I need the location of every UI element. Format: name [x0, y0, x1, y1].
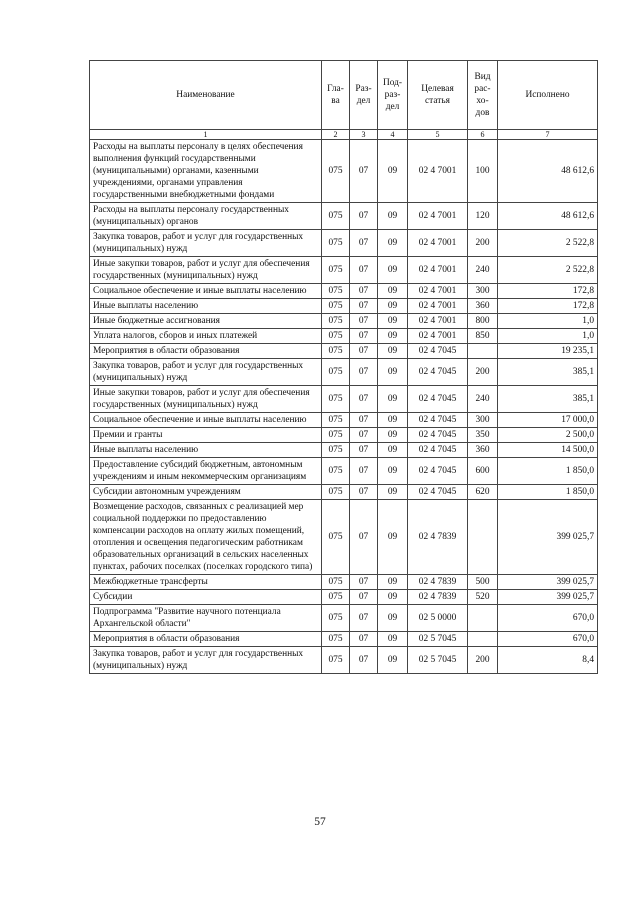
cell-glava: 075: [322, 230, 350, 257]
cell-vid: 300: [468, 284, 498, 299]
cell-razdel: 07: [350, 257, 378, 284]
cell-razdel: 07: [350, 575, 378, 590]
cell-statia: 02 4 7001: [408, 257, 468, 284]
cell-razdel: 07: [350, 314, 378, 329]
table-row: [90, 500, 598, 575]
cell-amount: 670,0: [498, 632, 598, 647]
cell-statia: 02 4 7045: [408, 413, 468, 428]
cell-razdel: 07: [350, 359, 378, 386]
cell-podrazdel: 09: [378, 485, 408, 500]
cell-name: Предоставление субсидий бюджетным, автономным учреждениям и иным некоммерческим организациям: [90, 458, 322, 485]
cell-name: Иные выплаты населению: [90, 443, 322, 458]
header-statia: Целевая статья: [408, 61, 468, 130]
cell-amount: 172,8: [498, 284, 598, 299]
table-row: [90, 443, 598, 458]
cell-razdel: 07: [350, 458, 378, 485]
header-ispolneno: Исполнено: [498, 61, 598, 130]
cell-name: Подпрограмма "Развитие научного потенциала Архангельской области": [90, 605, 322, 632]
column-number: 4: [378, 130, 408, 140]
cell-razdel: 07: [350, 140, 378, 203]
cell-podrazdel: 09: [378, 359, 408, 386]
cell-podrazdel: 09: [378, 284, 408, 299]
table-row: [90, 140, 598, 203]
cell-statia: 02 4 7001: [408, 140, 468, 203]
cell-razdel: 07: [350, 344, 378, 359]
cell-name: Возмещение расходов, связанных с реализацией мер социальной поддержки по предоставлению компенсации расходов на оплату жилых помещений, отопления и освещения педагогическим работникам образовательных организаций в сельских населенных пунктах, рабочих поселках (поселках городского типа): [90, 500, 322, 575]
table-row: [90, 359, 598, 386]
table-row: [90, 314, 598, 329]
table-row: [90, 575, 598, 590]
cell-amount: 399 025,7: [498, 500, 598, 575]
cell-statia: 02 5 7045: [408, 632, 468, 647]
table-row: [90, 647, 598, 674]
cell-statia: 02 5 0000: [408, 605, 468, 632]
cell-podrazdel: 09: [378, 386, 408, 413]
cell-podrazdel: 09: [378, 299, 408, 314]
table-row: [90, 344, 598, 359]
cell-statia: 02 5 7045: [408, 647, 468, 674]
cell-name: Мероприятия в области образования: [90, 632, 322, 647]
cell-glava: 075: [322, 632, 350, 647]
cell-vid: 500: [468, 575, 498, 590]
cell-glava: 075: [322, 329, 350, 344]
cell-podrazdel: 09: [378, 257, 408, 284]
cell-vid: [468, 500, 498, 575]
cell-amount: 1,0: [498, 329, 598, 344]
table-row: [90, 299, 598, 314]
cell-name: Иные выплаты населению: [90, 299, 322, 314]
cell-razdel: 07: [350, 485, 378, 500]
cell-name: Иные закупки товаров, работ и услуг для обеспечения государственных (муниципальных) нужд: [90, 257, 322, 284]
cell-podrazdel: 09: [378, 413, 408, 428]
cell-razdel: 07: [350, 605, 378, 632]
table-row: [90, 386, 598, 413]
cell-statia: 02 4 7001: [408, 284, 468, 299]
cell-razdel: 07: [350, 443, 378, 458]
cell-amount: 399 025,7: [498, 590, 598, 605]
cell-amount: 670,0: [498, 605, 598, 632]
cell-name: Расходы на выплаты персоналу государственных (муниципальных) органов: [90, 203, 322, 230]
cell-name: Премии и гранты: [90, 428, 322, 443]
cell-amount: 2 522,8: [498, 230, 598, 257]
cell-podrazdel: 09: [378, 647, 408, 674]
column-number: 5: [408, 130, 468, 140]
cell-name: Иные бюджетные ассигнования: [90, 314, 322, 329]
table-row: [90, 329, 598, 344]
cell-vid: 800: [468, 314, 498, 329]
cell-glava: 075: [322, 257, 350, 284]
cell-vid: 520: [468, 590, 498, 605]
cell-name: Социальное обеспечение и иные выплаты населению: [90, 284, 322, 299]
cell-name: Мероприятия в области образования: [90, 344, 322, 359]
cell-glava: 075: [322, 359, 350, 386]
page-number: 57: [314, 816, 326, 828]
cell-glava: 075: [322, 386, 350, 413]
cell-vid: 200: [468, 359, 498, 386]
cell-amount: 385,1: [498, 359, 598, 386]
table-row: [90, 605, 598, 632]
cell-glava: 075: [322, 443, 350, 458]
cell-vid: 240: [468, 386, 498, 413]
cell-glava: 075: [322, 284, 350, 299]
cell-podrazdel: 09: [378, 329, 408, 344]
cell-glava: 075: [322, 458, 350, 485]
cell-podrazdel: 09: [378, 203, 408, 230]
cell-amount: 8,4: [498, 647, 598, 674]
cell-amount: 1,0: [498, 314, 598, 329]
cell-podrazdel: 09: [378, 428, 408, 443]
cell-vid: 240: [468, 257, 498, 284]
table-row: [90, 485, 598, 500]
cell-statia: 02 4 7045: [408, 359, 468, 386]
cell-statia: 02 4 7001: [408, 230, 468, 257]
cell-vid: 120: [468, 203, 498, 230]
cell-statia: 02 4 7045: [408, 443, 468, 458]
cell-statia: 02 4 7839: [408, 575, 468, 590]
cell-razdel: 07: [350, 386, 378, 413]
cell-razdel: 07: [350, 203, 378, 230]
cell-razdel: 07: [350, 632, 378, 647]
table-row: [90, 428, 598, 443]
cell-vid: 360: [468, 443, 498, 458]
header-row: [90, 61, 598, 130]
cell-amount: 399 025,7: [498, 575, 598, 590]
cell-statia: 02 4 7001: [408, 299, 468, 314]
cell-name: Субсидии автономным учреждениям: [90, 485, 322, 500]
cell-glava: 075: [322, 575, 350, 590]
cell-amount: 48 612,6: [498, 203, 598, 230]
cell-name: Иные закупки товаров, работ и услуг для обеспечения государственных (муниципальных) нужд: [90, 386, 322, 413]
cell-vid: 600: [468, 458, 498, 485]
cell-podrazdel: 09: [378, 500, 408, 575]
cell-razdel: 07: [350, 500, 378, 575]
cell-name: Социальное обеспечение и иные выплаты населению: [90, 413, 322, 428]
cell-glava: 075: [322, 647, 350, 674]
cell-podrazdel: 09: [378, 632, 408, 647]
cell-podrazdel: 09: [378, 443, 408, 458]
cell-podrazdel: 09: [378, 590, 408, 605]
table-row: [90, 230, 598, 257]
cell-name: Расходы на выплаты персоналу в целях обеспечения выполнения функций государственными (муниципальными) органами, казенными учреждениями, органами управления государственными внебюджетными фондами: [90, 140, 322, 203]
cell-statia: 02 4 7045: [408, 428, 468, 443]
cell-vid: 200: [468, 230, 498, 257]
cell-vid: 850: [468, 329, 498, 344]
cell-podrazdel: 09: [378, 575, 408, 590]
header-name: Наименование: [90, 61, 322, 130]
cell-glava: 075: [322, 203, 350, 230]
table-body: [90, 140, 598, 674]
cell-vid: [468, 605, 498, 632]
cell-glava: 075: [322, 314, 350, 329]
column-number-row: [90, 130, 598, 140]
cell-statia: 02 4 7045: [408, 386, 468, 413]
cell-podrazdel: 09: [378, 314, 408, 329]
table-row: [90, 203, 598, 230]
cell-statia: 02 4 7001: [408, 203, 468, 230]
cell-razdel: 07: [350, 647, 378, 674]
cell-podrazdel: 09: [378, 230, 408, 257]
cell-razdel: 07: [350, 299, 378, 314]
column-number: 1: [90, 130, 322, 140]
cell-glava: 075: [322, 500, 350, 575]
header-vid: Вид рас- хо- дов: [468, 61, 498, 130]
cell-statia: 02 4 7001: [408, 329, 468, 344]
cell-statia: 02 4 7045: [408, 344, 468, 359]
table-row: [90, 284, 598, 299]
cell-vid: 100: [468, 140, 498, 203]
table-row: [90, 413, 598, 428]
column-number: 6: [468, 130, 498, 140]
cell-podrazdel: 09: [378, 458, 408, 485]
cell-razdel: 07: [350, 329, 378, 344]
cell-razdel: 07: [350, 590, 378, 605]
cell-vid: 200: [468, 647, 498, 674]
cell-amount: 385,1: [498, 386, 598, 413]
cell-amount: 48 612,6: [498, 140, 598, 203]
column-number: 3: [350, 130, 378, 140]
cell-amount: 1 850,0: [498, 485, 598, 500]
cell-razdel: 07: [350, 428, 378, 443]
cell-glava: 075: [322, 140, 350, 203]
cell-name: Межбюджетные трансферты: [90, 575, 322, 590]
cell-amount: 17 000,0: [498, 413, 598, 428]
cell-vid: 300: [468, 413, 498, 428]
cell-glava: 075: [322, 299, 350, 314]
cell-razdel: 07: [350, 230, 378, 257]
cell-glava: 075: [322, 590, 350, 605]
cell-name: Субсидии: [90, 590, 322, 605]
budget-table: [89, 60, 598, 674]
cell-statia: 02 4 7839: [408, 500, 468, 575]
cell-statia: 02 4 7045: [408, 485, 468, 500]
cell-glava: 075: [322, 428, 350, 443]
cell-podrazdel: 09: [378, 140, 408, 203]
cell-glava: 075: [322, 605, 350, 632]
cell-statia: 02 4 7045: [408, 458, 468, 485]
cell-amount: 2 500,0: [498, 428, 598, 443]
cell-vid: 350: [468, 428, 498, 443]
cell-statia: 02 4 7839: [408, 590, 468, 605]
cell-vid: [468, 632, 498, 647]
cell-amount: 2 522,8: [498, 257, 598, 284]
cell-glava: 075: [322, 344, 350, 359]
cell-glava: 075: [322, 413, 350, 428]
cell-amount: 172,8: [498, 299, 598, 314]
cell-vid: 360: [468, 299, 498, 314]
cell-name: Уплата налогов, сборов и иных платежей: [90, 329, 322, 344]
cell-amount: 14 500,0: [498, 443, 598, 458]
column-number: 2: [322, 130, 350, 140]
table-row: [90, 257, 598, 284]
header-glava: Гла- ва: [322, 61, 350, 130]
cell-statia: 02 4 7001: [408, 314, 468, 329]
cell-name: Закупка товаров, работ и услуг для государственных (муниципальных) нужд: [90, 359, 322, 386]
cell-podrazdel: 09: [378, 344, 408, 359]
cell-amount: 19 235,1: [498, 344, 598, 359]
header-razdel: Раз- дел: [350, 61, 378, 130]
cell-razdel: 07: [350, 413, 378, 428]
table-row: [90, 590, 598, 605]
table-row: [90, 458, 598, 485]
cell-name: Закупка товаров, работ и услуг для государственных (муниципальных) нужд: [90, 230, 322, 257]
cell-glava: 075: [322, 485, 350, 500]
cell-vid: 620: [468, 485, 498, 500]
table-row: [90, 632, 598, 647]
cell-name: Закупка товаров, работ и услуг для государственных (муниципальных) нужд: [90, 647, 322, 674]
column-number: 7: [498, 130, 598, 140]
cell-amount: 1 850,0: [498, 458, 598, 485]
cell-podrazdel: 09: [378, 605, 408, 632]
cell-razdel: 07: [350, 284, 378, 299]
cell-vid: [468, 344, 498, 359]
header-podrazdel: Под- раз- дел: [378, 61, 408, 130]
